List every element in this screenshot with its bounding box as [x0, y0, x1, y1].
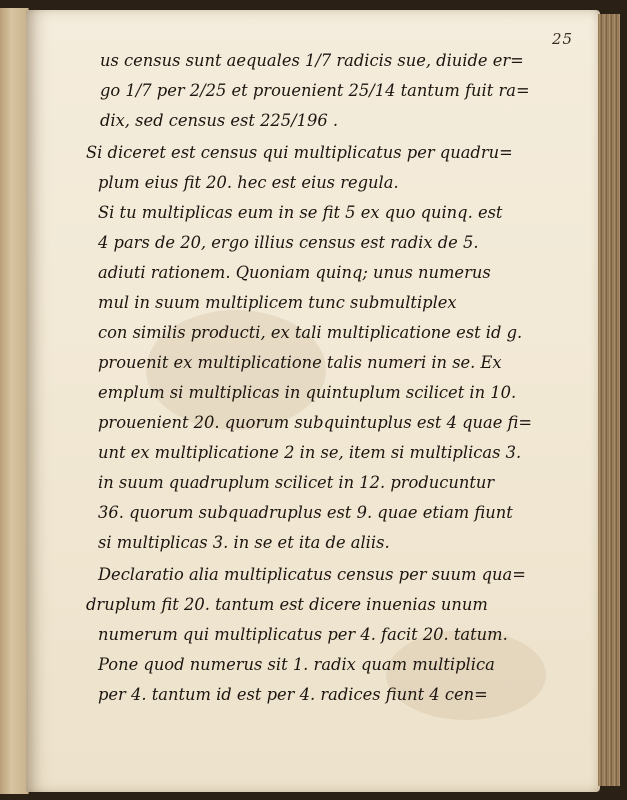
text-line: adiuti rationem. Quoniam quinq; unus numerus: [98, 263, 491, 282]
text-line: emplum si multiplicas in quintuplum scilicet in 10.: [98, 383, 517, 402]
manuscript-text: [86, 46, 533, 710]
text-line: plum eius fit 20. hec est eius regula.: [98, 173, 399, 192]
page-stack-edge: [598, 14, 620, 786]
text-line: mul in suum multiplicem tunc submultiplex: [98, 293, 457, 312]
text-line: Pone quod numerus sit 1. radix quam multiplica: [98, 655, 495, 674]
text-line: unt ex multiplicatione 2 in se, item si multiplicas 3.: [98, 443, 522, 462]
text-line: 36. quorum subquadruplus est 9. quae etiam fiunt: [98, 503, 513, 522]
text-line: si multiplicas 3. in se et ita de aliis.: [98, 533, 390, 552]
text-line: 4 pars de 20, ergo illius census est radix de 5.: [98, 233, 479, 252]
text-line: druplum fit 20. tantum est dicere inuenias unum: [86, 595, 488, 614]
text-line: prouenit ex multiplicatione talis numeri in se. Ex: [98, 353, 502, 372]
text-line: Si tu multiplicas eum in se fit 5 ex quo quinq. est: [98, 203, 503, 222]
text-line: go 1/7 per 2/25 et prouenient 25/14 tantum fuit ra=: [100, 81, 530, 100]
text-line: Si diceret est census qui multiplicatus per quadru=: [86, 143, 513, 162]
folio-number: 25: [552, 30, 574, 48]
text-line: numerum qui multiplicatus per 4. facit 20. tatum.: [98, 625, 508, 644]
text-line: Declaratio alia multiplicatus census per suum qua=: [98, 565, 526, 584]
text-line: prouenient 20. quorum subquintuplus est 4 quae fi=: [98, 413, 533, 432]
text-line: in suum quadruplum scilicet in 12. producuntur: [98, 473, 495, 492]
text-line: con similis producti, ex tali multiplicatione est id g.: [98, 323, 523, 342]
facing-page-edge: [0, 8, 29, 794]
text-line: us census sunt aequales 1/7 radicis sue, diuide er=: [100, 51, 524, 70]
text-line: dix, sed census est 225/196 .: [100, 111, 339, 130]
text-line: per 4. tantum id est per 4. radices fiunt 4 cen=: [98, 685, 488, 704]
